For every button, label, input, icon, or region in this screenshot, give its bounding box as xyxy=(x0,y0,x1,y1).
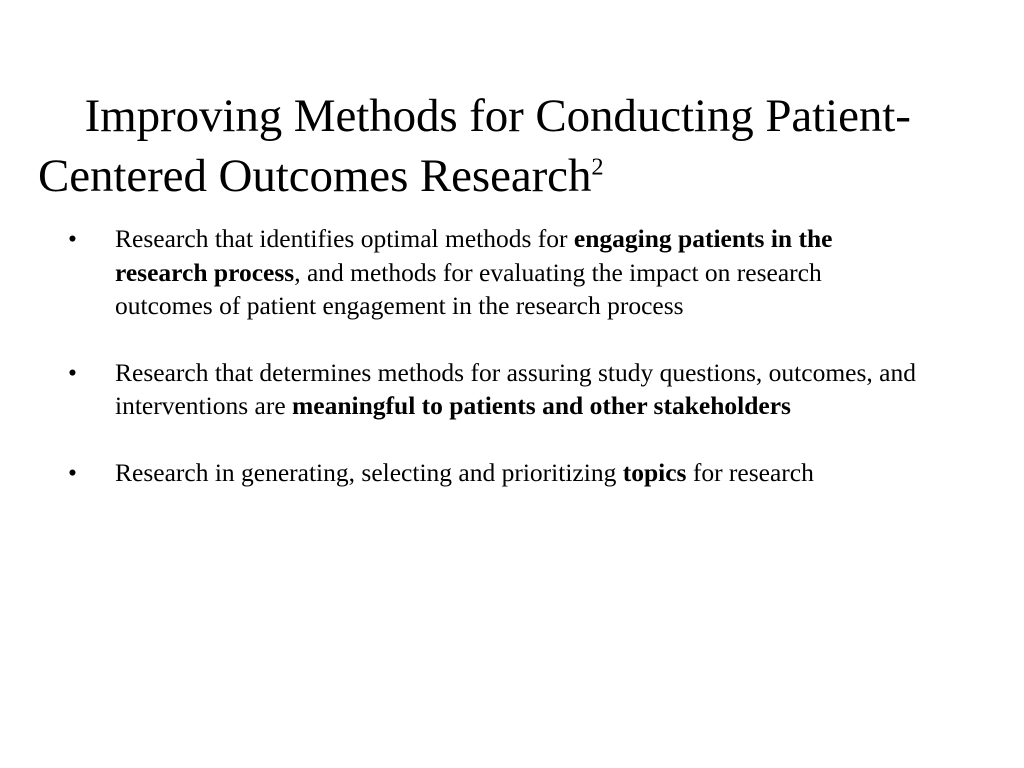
bullet-point-icon: • xyxy=(68,457,77,487)
plain-text: for research xyxy=(686,457,814,487)
bullet-list xyxy=(60,222,970,489)
list-item-text xyxy=(115,456,965,490)
plain-text: Research that determines methods for assuring study questions, outcomes, and interventions are xyxy=(115,357,916,420)
emphasis-text: meaningful to patients and other stakeholders xyxy=(292,391,791,420)
list-item-text xyxy=(115,222,905,323)
emphasis-text: engaging patients in the research process xyxy=(115,224,833,287)
page-title-text: Improving Methods for Conducting Patient-Centered Outcomes Research xyxy=(38,90,911,202)
list-item xyxy=(60,222,905,323)
bullet-point-icon: • xyxy=(68,357,77,387)
plain-text: , and methods for evaluating the impact on research outcomes of patient engagement in the research process xyxy=(115,257,822,320)
page-title-superscript: 2 xyxy=(591,153,604,181)
list-item xyxy=(60,356,965,423)
bullet-point-icon: • xyxy=(68,224,77,253)
plain-text: Research in generating, selecting and prioritizing xyxy=(115,457,623,487)
plain-text: Research that identifies optimal methods for xyxy=(115,224,574,253)
list-item-text xyxy=(115,356,965,423)
list-item xyxy=(60,456,965,490)
emphasis-text: topics xyxy=(622,457,687,487)
